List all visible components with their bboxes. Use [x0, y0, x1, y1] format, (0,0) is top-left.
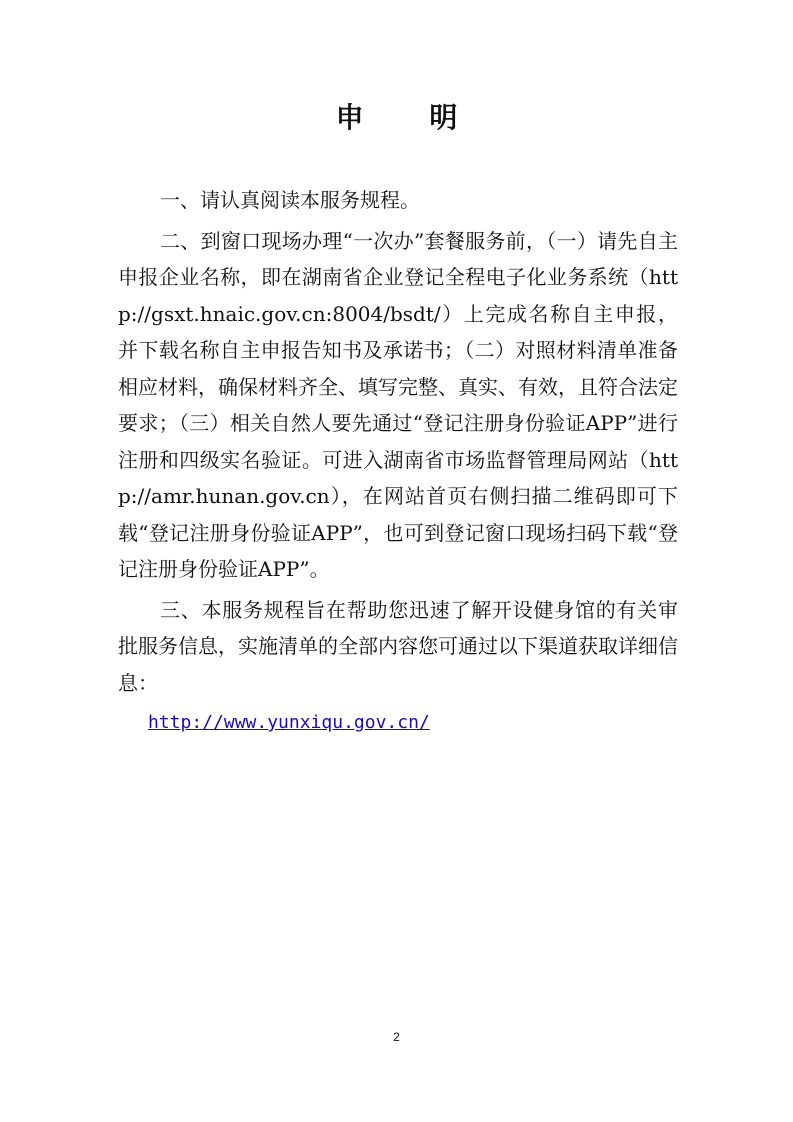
- paragraph-2: 二、到窗口现场办理“一次办”套餐服务前，（一）请先自主申报企业名称，即在湖南省企业登记全程电子化业务系统（http://gsxt.hnaic.gov.cn:8004/bsdt/）上完成名称自主申报，并下载名称自主申报告知书及承诺书；（二）对照材料清单准备相应材料，确保材料齐全、填写完整、真实、有效，且符合法定要求；（三）相关自然人要先通过“登记注册身份验证APP”进行注册和四级实名验证。可进入湖南省市场监督管理局网站（http://amr.hunan.gov.cn），在网站首页右侧扫描二维码即可下载“登记注册身份验证APP”，也可到登记窗口现场扫码下载“登记注册身份验证APP”。: [118, 228, 678, 581]
- link-line: [118, 705, 678, 742]
- paragraph-1: 一、请认真阅读本服务规程。: [160, 188, 420, 212]
- document-body: [118, 182, 678, 742]
- paragraph-3: 三、本服务规程旨在帮助您迅速了解开设健身馆的有关审批服务信息，实施清单的全部内容您可通过以下渠道获取详细信息：: [118, 597, 678, 695]
- page-number: 2: [393, 1030, 400, 1044]
- website-link[interactable]: http://www.yunxiqu.gov.cn/: [148, 712, 430, 733]
- page-title: 申 明: [335, 101, 486, 134]
